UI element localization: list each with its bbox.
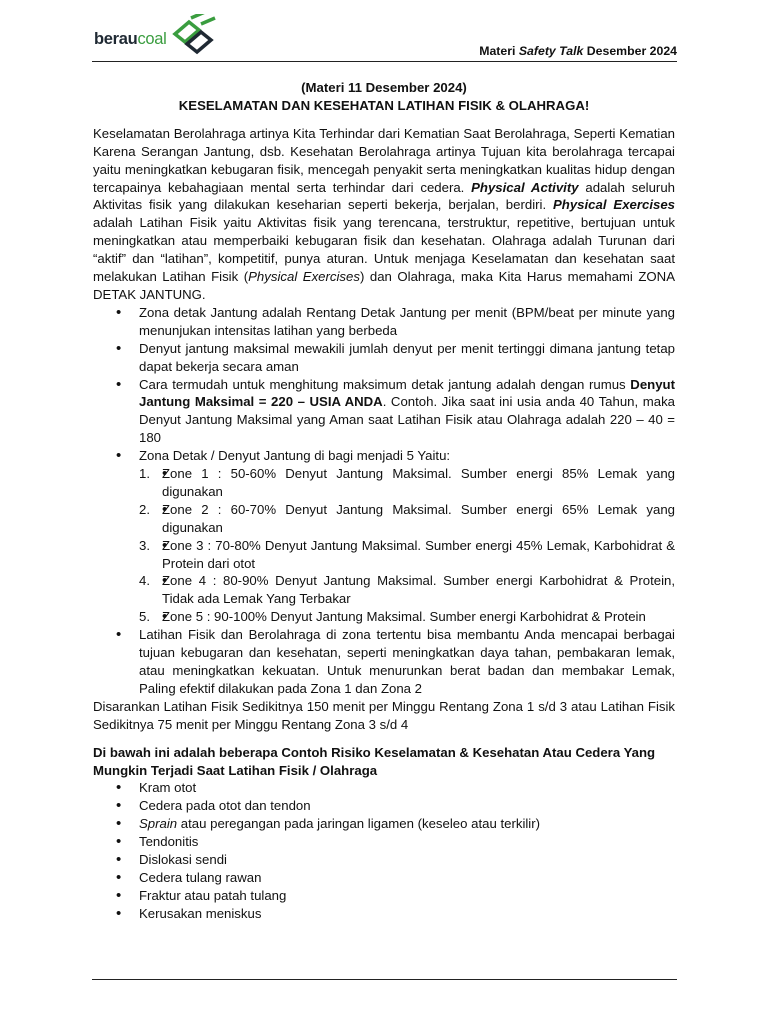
zone-item: • 4. Zone 4 : 80-90% Denyut Jantung Maksimal. Sumber energi Karbohidrat & Protein, Tidak ada Lemak Yang Terbakar bbox=[139, 572, 675, 608]
header-divider bbox=[92, 61, 677, 62]
list-item: • Cedera pada otot dan tendon bbox=[93, 797, 675, 815]
zone-item: • 2. Zone 2 : 60-70% Denyut Jantung Maksimal. Sumber energi 65% Lemak yang digunakan bbox=[139, 501, 675, 537]
title-main: KESELAMATAN DAN KESEHATAN LATIHAN FISIK & OLAHRAGA! bbox=[178, 97, 590, 113]
zone-list bbox=[139, 465, 675, 626]
list-item: • Dislokasi sendi bbox=[93, 851, 675, 869]
list-item: • Fraktur atau patah tulang bbox=[93, 887, 675, 905]
zone-item: • 3. Zone 3 : 70-80% Denyut Jantung Maksimal. Sumber energi 45% Lemak, Karbohidrat & Protein dari otot bbox=[139, 537, 675, 573]
list-item: • Kram otot bbox=[93, 779, 675, 797]
list-item: • Kerusakan meniskus bbox=[93, 905, 675, 923]
document-body bbox=[93, 79, 675, 923]
intro-paragraph: Keselamatan Berolahraga artinya Kita Terhindar dari Kematian Saat Berolahraga, Seperti Kematian Karena Serangan Jantung, dsb. Kesehatan Berolahraga artinya Tujuan kita berolahraga tercapai yaitu meningkatkan kebugaran fisik, mencegah penyakit serta meningkatkan kualitas hidup dengan tercapainya kebahagiaan mental serta terhindar dari cedera. Physical Activity adalah seluruh Aktivitas fisik yang dilakukan keseharian seperti bekerja, berjalan, berdiri. Physical Exercises adalah Latihan Fisik yaitu Aktivitas fisik yang terencana, terstruktur, repetitive, bertujuan untuk meningkatkan atau memperbaiki kebugaran fisik dan kesehatan. Olahraga adalah Turunan dari “aktif” dan “latihan”, kompetitif, punya aturan. Untuk menjaga Keselamatan dan kesehatan saat melakukan Latihan Fisik (Physical Exercises) dan Olahraga, maka Kita Harus memahami ZONA DETAK JANTUNG. bbox=[93, 125, 675, 302]
recommendation-paragraph: Disarankan Latihan Fisik Sedikitnya 150 menit per Minggu Rentang Zona 1 s/d 3 atau Latihan Fisik Sedikitnya 75 menit per Minggu Rentang Zona 3 s/d 4 bbox=[93, 698, 675, 732]
risk-heading: Di bawah ini adalah beberapa Contoh Risiko Keselamatan & Kesehatan Atau Cedera Yang Mungkin Terjadi Saat Latihan Fisik / Olahraga bbox=[93, 744, 656, 778]
header-materi-label: Materi Safety Talk Desember 2024 bbox=[479, 44, 677, 58]
logo-wordmark: beraucoal bbox=[94, 30, 167, 48]
list-item: • Latihan Fisik dan Berolahraga di zona tertentu bisa membantu Anda mencapai berbagai tujuan kebugaran dan kesehatan, seperti meningkatkan daya tahan, pembakaran lemak, atau meningkatkan kekuatan. Untuk menurunkan berat badan dan membakar Lemak, Paling efektif dilakukan pada Zona 1 dan Zona 2 bbox=[93, 626, 675, 698]
list-item: • Cedera tulang rawan bbox=[93, 869, 675, 887]
list-item: • Zona Detak / Denyut Jantung di bagi menjadi 5 Yaitu: • 1. Zone 1 : 50-60% Denyut Jantung Maksimal. Sumber energi 85% Lemak yang digunakan • 2. Zone 2 : 60-70% Denyut Jantung Maksimal. Sumber energi 65% Lemak yang digunakan • 3. Zone 3 : 70-80% Denyut Jantung Maksimal. Sumber energi 45% Lemak, Karbohidrat & Protein dari otot • 4. Zone 4 : 80-90% Denyut Jantung Maksimal. Sumber energi Karbohidrat & Protein, Tidak ada Lemak Yang Terbakar • 5. Zone 5 : 90-100% Denyut Jantung Maksimal. Sumber energi Karbohidrat & Protein bbox=[93, 447, 675, 626]
list-item: • Denyut jantung maksimal mewakili jumlah denyut per menit tertinggi dimana jantung tetap dapat bekerja secara aman bbox=[93, 340, 675, 376]
list-item: • Sprain atau peregangan pada jaringan ligamen (keseleo atau terkilir) bbox=[93, 815, 675, 833]
zone-item: • 1. Zone 1 : 50-60% Denyut Jantung Maksimal. Sumber energi 85% Lemak yang digunakan bbox=[139, 465, 675, 501]
heart-rate-bullet-list bbox=[93, 304, 675, 698]
footer-divider bbox=[92, 979, 677, 980]
list-item: • Tendonitis bbox=[93, 833, 675, 851]
list-item: • Cara termudah untuk menghitung maksimum detak jantung adalah dengan rumus Denyut Jantung Maksimal = 220 – USIA ANDA. Contoh. Jika saat ini usia anda 40 Tahun, maka Denyut Jantung Maksimal yang Aman saat Latihan Fisik atau Olahraga adalah 220 – 40 = 180 bbox=[93, 376, 675, 448]
title-date: (Materi 11 Desember 2024) bbox=[301, 80, 467, 95]
risk-list bbox=[93, 779, 675, 922]
list-item: • Zona detak Jantung adalah Rentang Detak Jantung per menit (BPM/beat per minute yang menunjukan intensitas latihan yang berbeda bbox=[93, 304, 675, 340]
zone-item: • 5. Zone 5 : 90-100% Denyut Jantung Maksimal. Sumber energi Karbohidrat & Protein bbox=[139, 608, 675, 626]
logo-mark-icon bbox=[171, 14, 217, 56]
